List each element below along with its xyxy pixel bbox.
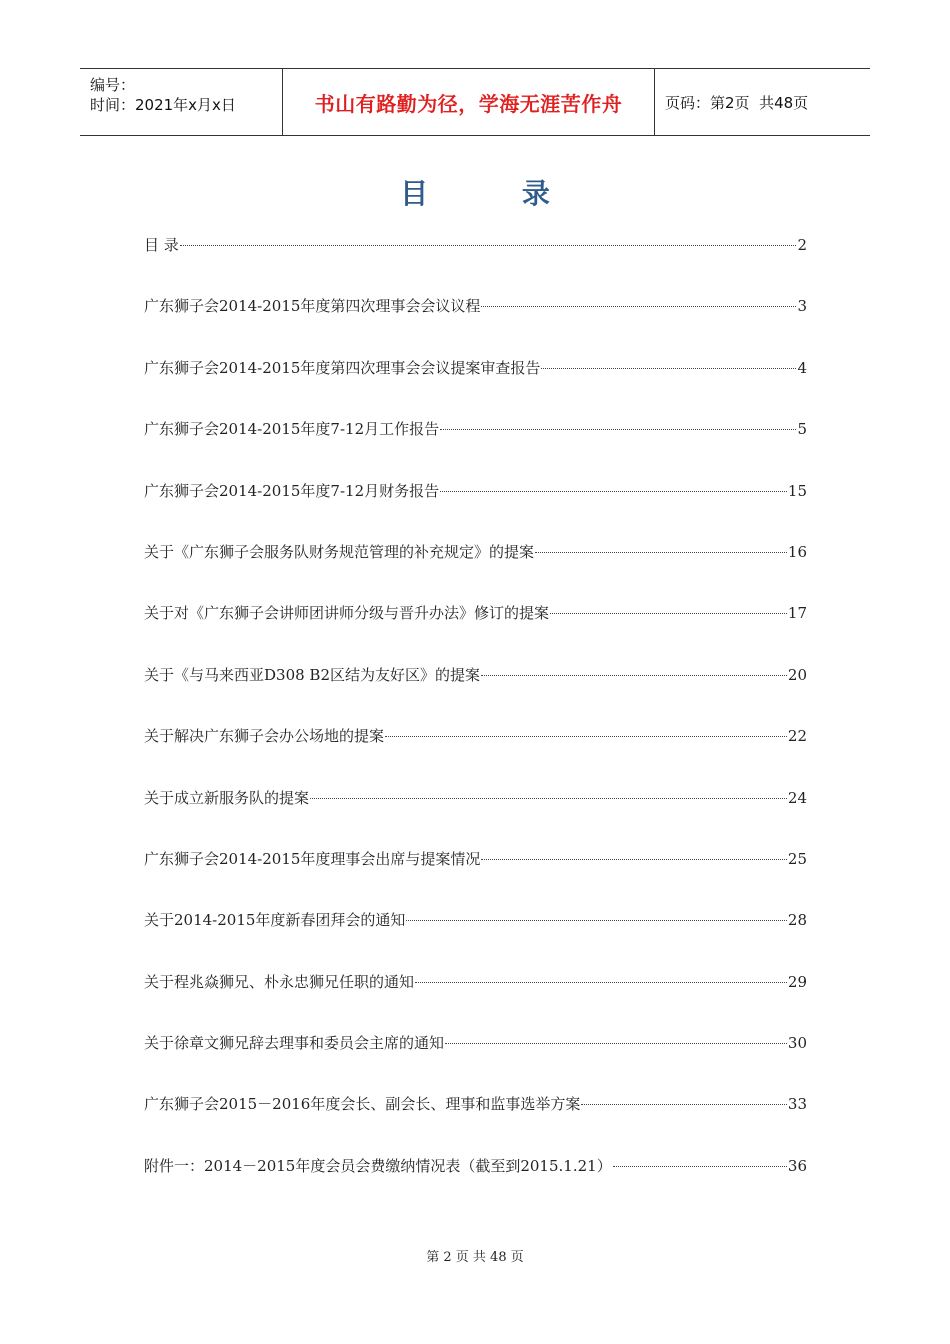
toc-dot-leader [440, 428, 796, 430]
toc-entry-title: 关于徐章文狮兄辞去理事和委员会主席的通知 [144, 1034, 445, 1053]
toc-dot-leader [180, 244, 797, 246]
toc-dot-leader [481, 858, 786, 860]
toc-dot-leader [310, 797, 787, 799]
toc-dot-leader [581, 1103, 787, 1105]
toc-entry-title: 目 录 [144, 236, 179, 254]
toc-entry-page: 28 [787, 911, 807, 930]
header-page-info [655, 69, 870, 135]
toc-dot-leader [385, 735, 787, 737]
document-number: 编号： [90, 76, 136, 94]
toc-entry[interactable] [144, 416, 807, 477]
toc-entry-title: 附件一：2014－2015年度会员会费缴纳情况表（截至到2015.1.21） [144, 1156, 612, 1175]
toc-entry-page: 33 [787, 1095, 807, 1114]
toc-entry-page: 5 [797, 420, 807, 439]
toc-entry[interactable] [144, 539, 807, 600]
toc-entry-page: 30 [787, 1034, 807, 1053]
toc-entry-page: 15 [787, 481, 807, 500]
toc-entry-title: 广东狮子会2014-2015年度理事会出席与提案情况 [144, 849, 481, 868]
toc-entry[interactable] [144, 1030, 807, 1091]
toc-entry-title: 广东狮子会2014-2015年度第四次理事会会议议程 [144, 297, 481, 316]
toc-entry[interactable] [144, 232, 807, 293]
toc-dot-leader [406, 919, 786, 921]
toc-entry-title: 关于2014-2015年度新春团拜会的通知 [144, 911, 406, 930]
toc-entry[interactable] [144, 723, 807, 784]
toc-entry-page: 22 [787, 727, 807, 746]
toc-title: 目 录 [400, 177, 592, 210]
toc-dot-leader [481, 674, 787, 676]
toc-entry[interactable] [144, 846, 807, 907]
toc-entry[interactable] [144, 355, 807, 416]
toc-dot-leader [415, 981, 787, 983]
toc-entry-page: 24 [787, 788, 807, 807]
toc-entry-title: 关于解决广东狮子会办公场地的提案 [144, 727, 385, 746]
toc-entry[interactable] [144, 662, 807, 723]
toc-entry-title: 广东狮子会2014-2015年度第四次理事会会议提案审查报告 [144, 358, 541, 377]
toc-entry-title: 关于对《广东狮子会讲师团讲师分级与晋升办法》修订的提案 [144, 604, 550, 623]
table-of-contents [144, 232, 807, 1214]
toc-dot-leader [613, 1165, 787, 1167]
toc-entry-page: 17 [787, 604, 807, 623]
page-footer: 第 2 页 共 48 页 [426, 1250, 524, 1265]
motto-text: 书山有路勤为径，学海无涯苦作舟 [314, 91, 623, 116]
toc-entry-title: 广东狮子会2014-2015年度7-12月工作报告 [144, 420, 440, 439]
toc-entry-title: 关于《与马来西亚D308 B2区结为友好区》的提案 [144, 665, 480, 684]
toc-entry[interactable] [144, 907, 807, 968]
page-header [80, 68, 870, 136]
toc-dot-leader [440, 490, 787, 492]
toc-entry[interactable] [144, 785, 807, 846]
toc-entry-page: 2 [797, 236, 807, 254]
toc-entry[interactable] [144, 969, 807, 1030]
toc-entry-title: 广东狮子会2015－2016年度会长、副会长、理事和监事选举方案 [144, 1095, 581, 1114]
toc-entry[interactable] [144, 1091, 807, 1152]
toc-entry[interactable] [144, 293, 807, 354]
toc-entry-page: 29 [787, 972, 807, 991]
toc-entry-title: 关于程兆焱狮兄、朴永忠狮兄任职的通知 [144, 972, 415, 991]
toc-entry[interactable] [144, 1153, 807, 1214]
toc-entry-page: 4 [797, 358, 807, 377]
toc-entry-title: 关于《广东狮子会服务队财务规范管理的补充规定》的提案 [144, 542, 535, 561]
toc-entry-page: 25 [787, 849, 807, 868]
toc-entry-title: 广东狮子会2014-2015年度7-12月财务报告 [144, 481, 440, 500]
toc-dot-leader [481, 305, 796, 307]
page-info-text: 页码：第2页 共48页 [665, 93, 809, 112]
toc-entry-title: 关于成立新服务队的提案 [144, 788, 310, 807]
toc-entry-page: 3 [797, 297, 807, 316]
toc-dot-leader [535, 551, 787, 553]
toc-dot-leader [445, 1042, 787, 1044]
toc-entry-page: 36 [787, 1156, 807, 1175]
document-time: 时间：2021年x月x日 [90, 96, 236, 114]
header-motto-cell [282, 69, 655, 135]
toc-entry[interactable] [144, 600, 807, 661]
toc-dot-leader [550, 612, 787, 614]
toc-dot-leader [541, 367, 796, 369]
toc-entry-page: 16 [787, 542, 807, 561]
header-meta [80, 69, 282, 135]
toc-entry-page: 20 [787, 665, 807, 684]
toc-entry[interactable] [144, 478, 807, 539]
